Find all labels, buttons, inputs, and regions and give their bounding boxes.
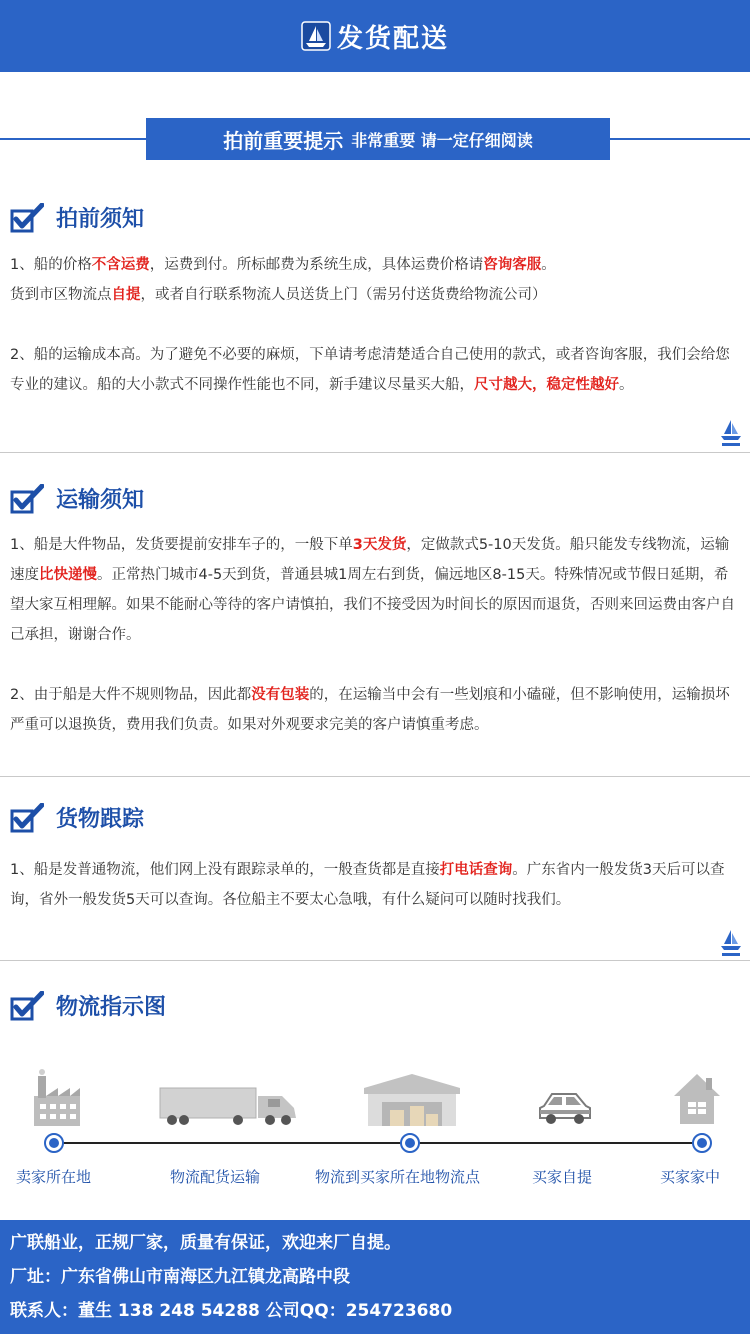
section-transport-header [10,483,144,514]
transport-paragraph-1: 1、船是大件物品，发货要提前安排车子的，一般下单3天发货，定做款式5-10天发货。船只能发专线物流，运输速度比快递慢。正常热门城市4-5天到货，普通县城1周左右到货，偏远地区8-15天。特殊情况或节假日延期，希望大家互相理解。如果不能耐心等待的客户请慎拍，我们不接受因为时间长的原因而退货，否则来回运费由客户自己承担，谢谢合作。 [10,537,735,643]
section-divider [0,960,750,961]
notice-paragraph-1: 1、船的价格不含运费，运费到付。所标邮费为系统生成，具体运费价格请咨询客服。 货到市区物流点自提，或者自行联系物流人员送货上门（需另付送货费给物流公司） [10,257,556,303]
flow-step-label: 买家自提 [532,1168,593,1186]
checkbox-check-icon [10,203,44,233]
section-tracking-header [10,802,144,833]
flow-timeline [54,1142,704,1144]
flow-step-label: 物流配货运输 [170,1168,261,1186]
section-title: 货物跟踪 [56,807,145,832]
section-divider [0,452,750,453]
boat-logo-icon [301,21,331,51]
notice-paragraph-2: 2、船的运输成本高。为了避免不必要的麻烦，下单请考虑清楚适合自己使用的款式，或者咨询客服，我们会给您专业的建议。船的大小款式不同操作性能也不同，新手建议尽量买大船，尺寸越大，稳定性越好。 [10,347,730,393]
page-header [0,0,750,72]
section-flow-header [10,990,166,1021]
section-divider [0,776,750,777]
contact-footer [0,1220,750,1334]
flow-step-label: 卖家所在地 [16,1168,92,1186]
checkbox-check-icon [10,803,44,833]
flow-step-label: 物流到买家所在地物流点 [315,1168,481,1186]
flow-step-dot [692,1133,712,1153]
flow-step-dot [400,1133,420,1153]
section-title: 物流指示图 [56,995,167,1020]
checkbox-check-icon [10,991,44,1021]
transport-paragraph-2: 2、由于船是大件不规则物品，因此都没有包装的，在运输当中会有一些划痕和小磕碰，但不影响使用，运输损坏严重可以退换货，费用我们负责。如果对外观要求完美的客户请慎重考虑。 [10,687,730,733]
banner-main-text: 拍前重要提示 [223,128,344,153]
truck-icon [158,1082,300,1128]
house-icon [672,1072,722,1126]
section-notice-header [10,202,144,233]
footer-address: 厂址：广东省佛山市南海区九江镇龙高路中段 [10,1267,350,1287]
section-title: 运输须知 [56,488,145,513]
factory-icon [30,1068,82,1128]
important-banner [146,118,610,160]
boat-logo-icon [718,928,744,958]
tracking-paragraph-1: 1、船是发普通物流，他们网上没有跟踪录单的，一般查货都是直接打电话查询。广东省内一般发货3天后可以查询，省外一般发货5天可以查询。各位船主不要太心急哦，有什么疑问可以随时找我们。 [10,862,725,908]
banner-sub-text: 非常重要 请一定仔细阅读 [351,130,533,150]
footer-contact: 联系人：董生 138 248 54288 公司QQ：254723680 [10,1301,453,1321]
flow-step-dot [44,1133,64,1153]
checkbox-check-icon [10,484,44,514]
flow-step-label: 买家家中 [660,1168,721,1186]
footer-slogan: 广联船业，正规厂家，质量有保证，欢迎来厂自提。 [10,1233,401,1253]
car-icon [538,1090,592,1126]
page-title: 发货配送 [336,23,449,54]
section-title: 拍前须知 [56,207,145,232]
boat-logo-icon [718,418,744,448]
warehouse-icon [362,1072,462,1128]
